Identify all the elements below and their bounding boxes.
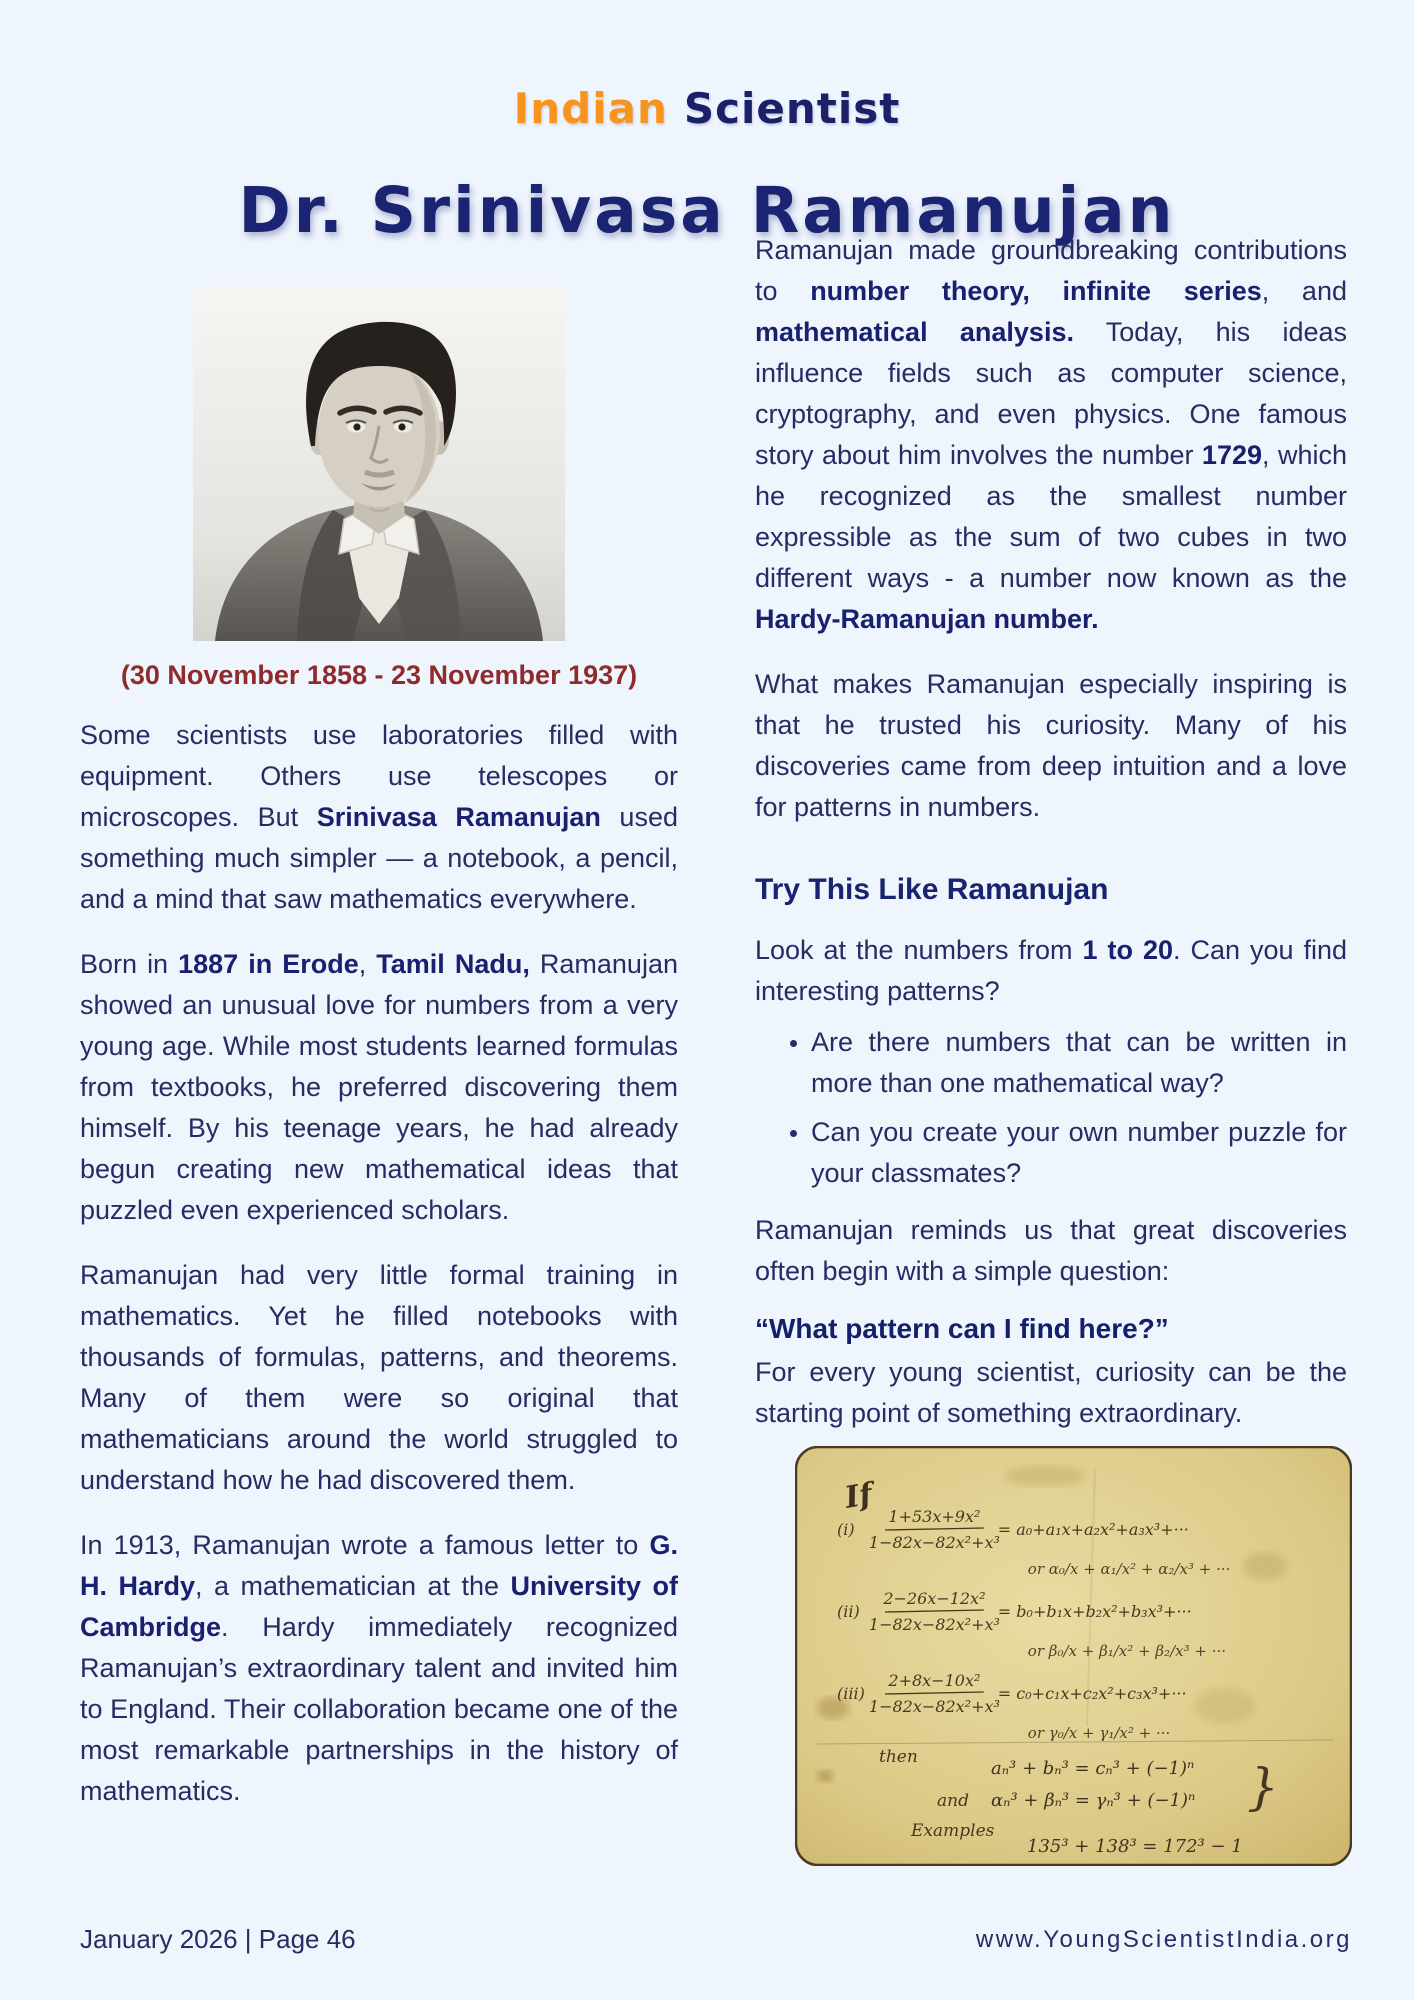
svg-text:(iii): (iii)	[837, 1684, 865, 1703]
bullet-item: • Are there numbers that can be written in more than one mathematical way?	[811, 1022, 1347, 1104]
section-heading: Try This Like Ramanujan	[755, 873, 1109, 906]
svg-text:1+53x+9x²: 1+53x+9x²	[888, 1507, 981, 1526]
svg-text:aₙ³ + bₙ³ = cₙ³ + (−1)ⁿ: aₙ³ + bₙ³ = cₙ³ + (−1)ⁿ	[991, 1758, 1195, 1779]
svg-text:(i): (i)	[837, 1520, 855, 1539]
right-column	[755, 230, 1347, 1866]
paragraph: What makes Ramanujan especially inspiring is that he trusted his curiosity. Many of his discoveries came from deep intuition and a love for patterns in numbers.	[755, 669, 1347, 822]
svg-text:2+8x−10x²: 2+8x−10x²	[888, 1671, 981, 1690]
svg-text:(ii): (ii)	[837, 1602, 860, 1621]
footer-issue-page: January 2026 | Page 46	[80, 1924, 356, 1954]
left-column	[80, 230, 678, 1812]
svg-text:1−82x−82x²+x³: 1−82x−82x²+x³	[868, 1533, 1000, 1552]
manuscript-illustration	[795, 1446, 1352, 1866]
kicker-word-scientist: Scientist	[683, 84, 901, 133]
svg-text:and: and	[937, 1791, 969, 1811]
paragraph: Some scientists use laboratories filled with equipment. Others use telescopes or microscopes. But Srinivasa Ramanujan used something much simpler — a notebook, a pencil, and a mind that saw mathematics everywhere.	[80, 720, 678, 914]
svg-text:or β₀/x + β₁/x² + β₂/x³ + ···: or β₀/x + β₁/x² + β₂/x³ + ···	[1027, 1642, 1227, 1660]
svg-text:or γ₀/x + γ₁/x² + ···: or γ₀/x + γ₁/x² + ···	[1027, 1724, 1171, 1742]
footer-website-url: www.YoungScientistIndia.org	[975, 1926, 1352, 1953]
svg-text:1−82x−82x²+x³: 1−82x−82x²+x³	[868, 1697, 1000, 1716]
svg-text:= a₀+a₁x+a₂x²+a₃x³+···: = a₀+a₁x+a₂x²+a₃x³+···	[997, 1520, 1189, 1539]
svg-text:αₙ³ + βₙ³ = γₙ³ + (−1)ⁿ: αₙ³ + βₙ³ = γₙ³ + (−1)ⁿ	[991, 1790, 1196, 1811]
svg-text:then: then	[879, 1747, 918, 1767]
paragraph: Ramanujan reminds us that great discoveries often begin with a simple question:	[755, 1215, 1347, 1286]
portrait-photo	[193, 286, 565, 641]
kicker	[0, 84, 1414, 133]
svg-text:}: }	[1247, 1758, 1279, 1816]
portrait-illustration	[193, 286, 565, 641]
paragraph: Born in 1887 in Erode, Tamil Nadu, Ramanujan showed an unusual love for numbers from a very young age. While most students learned formulas from textbooks, he preferred discovering them himself. By his teenage years, he had already begun creating new mathematical ideas that puzzled even experienced scholars.	[80, 949, 678, 1225]
paragraph: Ramanujan had very little formal training in mathematics. Yet he filled notebooks with thousands of formulas, patterns, and theorems. Many of them were so original that mathematicians around the world struggled to understand how he had discovered them.	[80, 1260, 678, 1495]
svg-text:2−26x−12x²: 2−26x−12x²	[883, 1589, 986, 1608]
svg-text:= c₀+c₁x+c₂x²+c₃x³+···: = c₀+c₁x+c₂x²+c₃x³+···	[997, 1684, 1187, 1703]
paragraph: In 1913, Ramanujan wrote a famous letter to G. H. Hardy, a mathematician at the University of Cambridge. Hardy immediately recognized Ramanujan’s extraordinary talent and invited him to England. Their collaboration became one of the most remarkable partnerships in the history of mathematics.	[80, 1530, 678, 1806]
paragraph: Look at the numbers from 1 to 20. Can you find interesting patterns?	[755, 935, 1347, 1006]
svg-text:135³ + 138³ = 172³ − 1: 135³ + 138³ = 172³ − 1	[1027, 1836, 1243, 1857]
quote-text: “What pattern can I find here?”	[755, 1313, 1169, 1344]
svg-text:If: If	[842, 1476, 875, 1516]
kicker-word-indian: Indian	[513, 84, 668, 133]
ramanujan-manuscript-image	[795, 1446, 1352, 1866]
svg-text:1−82x−82x²+x³: 1−82x−82x²+x³	[868, 1615, 1000, 1634]
paragraph: Ramanujan made groundbreaking contributions to number theory, infinite series, and mathematical analysis. Today, his ideas influence fields such as computer science, cryptography, and even physics. One famous story about him involves the number 1729, which he recognized as the smallest number expressible as the sum of two cubes in two different ways - a number now known as the Hardy-Ramanujan number.	[755, 235, 1348, 634]
svg-text:= b₀+b₁x+b₂x²+b₃x³+···: = b₀+b₁x+b₂x²+b₃x³+···	[997, 1602, 1192, 1621]
bullet-item: • Can you create your own number puzzle for your classmates?	[811, 1112, 1347, 1194]
svg-text:Examples: Examples	[911, 1821, 995, 1841]
paragraph: For every young scientist, curiosity can be the starting point of something extraordinary.	[755, 1357, 1347, 1428]
life-dates: (30 November 1858 - 23 November 1937)	[120, 660, 638, 690]
bullet-list	[755, 1022, 1347, 1194]
svg-text:or α₀/x + α₁/x² + α₂/x³ + ···: or α₀/x + α₁/x² + α₂/x³ + ···	[1027, 1560, 1231, 1578]
page-title: Dr. Srinivasa Ramanujan	[238, 174, 1176, 248]
